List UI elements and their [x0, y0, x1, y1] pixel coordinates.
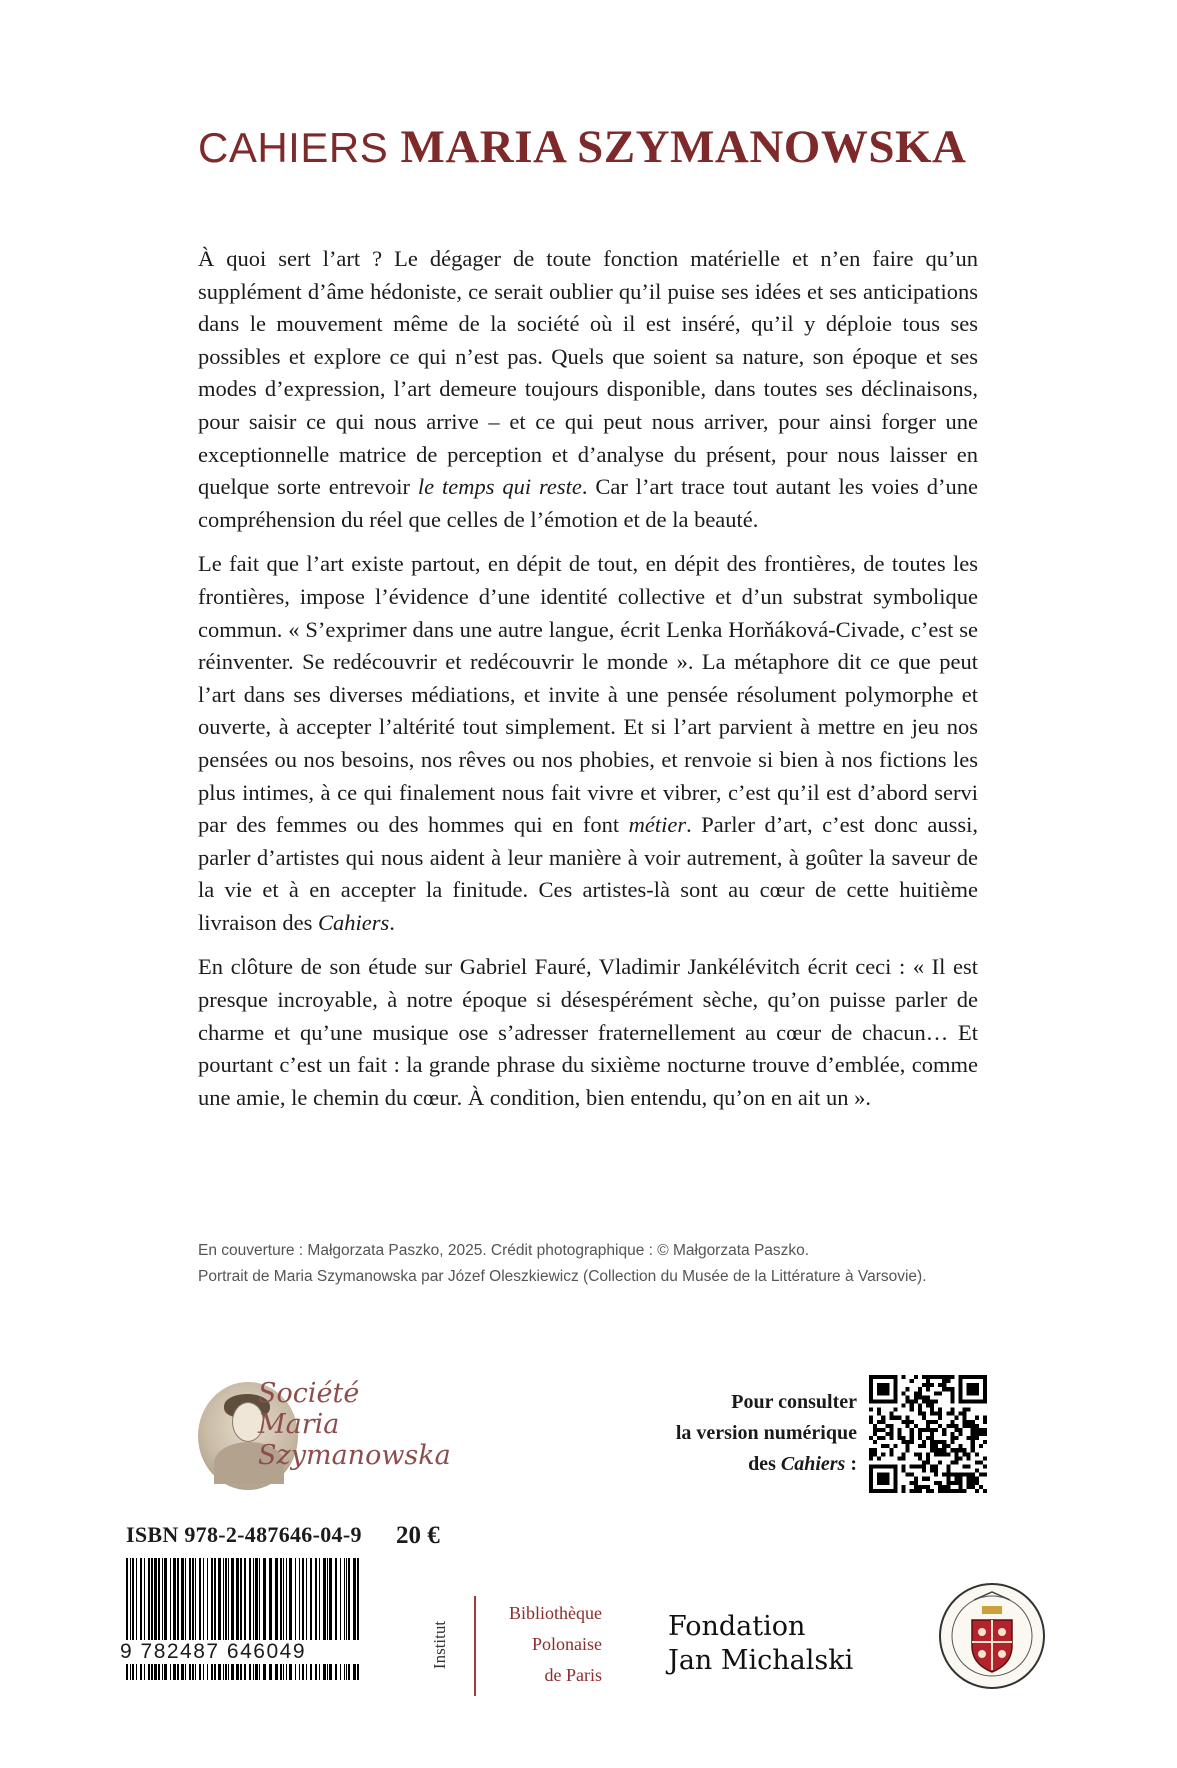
italic-phrase: le temps qui reste	[417, 474, 582, 500]
institut-divider	[474, 1596, 476, 1696]
societe-historique-seal-icon	[938, 1582, 1046, 1690]
fondation-jan-michalski-logo: Fondation Jan Michalski	[668, 1611, 854, 1676]
digital-version-note: Pour consulter la version numérique des Cahiers :	[675, 1391, 857, 1475]
credit-line-2: Portrait de Maria Szymanowska par Józef Oleszkiewicz (Collection du Musée de la Littérature à Varsovie).	[198, 1268, 927, 1285]
credit-line-1: En couverture : Małgorzata Paszko, 2025. Crédit photographique : © Małgorzata Paszko.	[198, 1242, 810, 1259]
price: 20 €	[396, 1522, 440, 1549]
societe-logo-text: Société Maria Szymanowska	[258, 1378, 451, 1471]
image-credits	[198, 1238, 1018, 1290]
paragraph-3: En clôture de son étude sur Gabriel Fauré, Vladimir Jankélévitch écrit ceci : « Il est presque incroyable, à notre époque si désespérément sèche, qu’on puisse parler de charme et qu’une musique ose s’adresser fraternellement au cœur de chacun… Et pourtant c’est un fait : la grande phrase du sixième nocturne trouve d’emblée, comme une amie, le chemin du cœur. À condition, bien entendu, qu’on en ait un ».	[198, 954, 978, 1110]
italic-cahiers: Cahiers	[317, 909, 390, 935]
italic-metier: métier	[628, 812, 687, 838]
institut-label: Institut	[430, 1620, 450, 1670]
paragraph-2: Le fait que l’art existe partout, en dépit de tout, en dépit des frontières, de toutes les frontières, impose l’évidence d’une identité collective et d’un substrat symbolique commun. « S’exprimer dans une autre langue, écrit Lenka Horňáková-Civade, c’est se réinventer. Se redécouvrir et redécouvrir le monde ». La métaphore dit ce que peut l’art dans ses diverses médiations, et invite à une pensée résolument polymorphe et ouverte, à accepter l’altérité tout simplement. Et si l’art parvient à mettre en jeu nos pensées ou nos besoins, nos rêves ou nos phobies, et renvoie si bien à nos fictions les plus intimes, à ce qui finalement nous fait vivre et vibrer, c’est qu’il est d’abord servi par des femmes ou des hommes qui en font métier. Parler d’art, c’est donc aussi, parler d’artistes qui nous aident à leur manière à voir autrement, à goûter la saveur de la vie et à en accepter la finitude. Ces artistes-là sont au cœur de cette huitième livraison des Cahiers.	[198, 551, 979, 935]
societe-maria-szymanowska-logo	[198, 1378, 498, 1498]
title-cahiers: CAHIERS	[198, 124, 389, 171]
back-cover-text	[198, 243, 978, 1126]
page-title	[198, 122, 966, 174]
title-maria-szymanowska: MARIA SZYMANOWSKA	[400, 121, 967, 173]
paragraph-1: À quoi sert l’art ? Le dégager de toute fonction matérielle et n’en faire qu’un supplément d’âme hédoniste, ce serait oublier qu’il puise ses idées et ses anticipations dans le mouvement même de la société où il est inséré, qu’il y déploie tous ses possibles et explore ce qui n’est pas. Quels que soient sa nature, son époque et ses modes d’expression, l’art demeure toujours disponible, dans toutes ses déclinaisons, pour saisir ce qui nous arrive – et ce qui peut nous arriver, pour ainsi forger une exceptionnelle matrice de perception et d’analyse du présent, pour nous laisser en quelque sorte entrevoir le temps qui reste. Car l’art trace tout autant les voies d’une compréhension du réel que celles de l’émotion et de la beauté.	[198, 246, 978, 532]
bibliotheque-polonaise-logo: Bibliothèque Polonaise de Paris	[509, 1603, 602, 1685]
barcode-digits: 9 782487 646049	[120, 1640, 370, 1664]
isbn-number: ISBN 978-2-487646-04-9	[126, 1522, 362, 1547]
qr-code-icon[interactable]	[869, 1375, 987, 1493]
